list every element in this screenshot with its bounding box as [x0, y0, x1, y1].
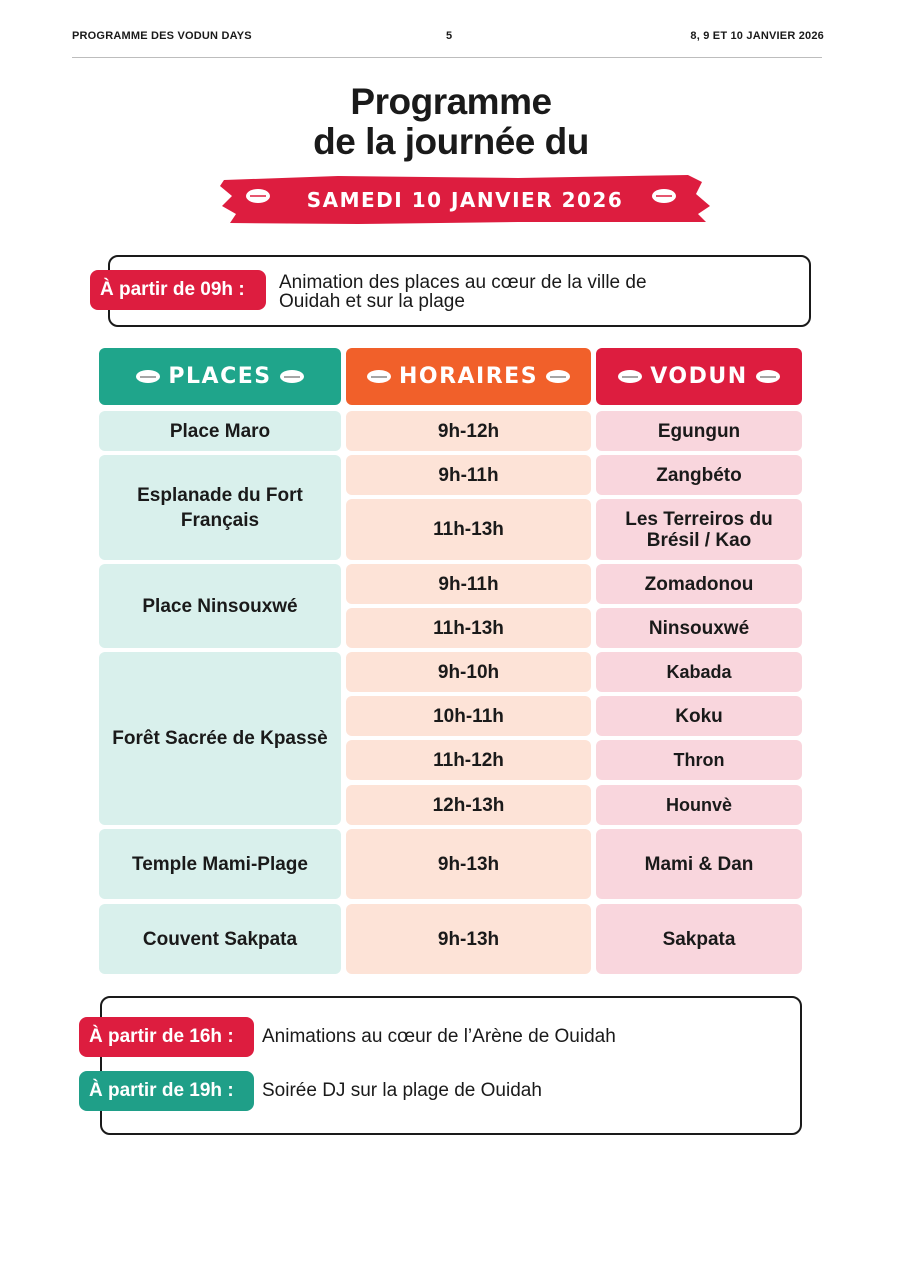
hour-cell: 11h-12h	[346, 740, 591, 780]
banner-date-text: SAMEDI 10 JANVIER 2026	[306, 188, 624, 212]
date-banner	[218, 172, 712, 226]
place-cell: Place Maro	[99, 411, 341, 451]
lips-icon	[618, 370, 642, 383]
vodun-cell: Hounvè	[596, 785, 802, 825]
morning-time-badge: À partir de 09h :	[90, 270, 266, 310]
vodun-cell: Ninsouxwé	[596, 608, 802, 648]
hour-cell: 10h-11h	[346, 696, 591, 736]
vodun-cell: Mami & Dan	[596, 829, 802, 899]
hour-cell: 9h-13h	[346, 829, 591, 899]
hour-cell: 9h-13h	[346, 904, 591, 974]
column-header-vodun	[596, 348, 802, 405]
page-title-line-1: Programme	[350, 81, 552, 122]
page-number: 5	[446, 30, 453, 42]
lips-icon	[546, 370, 570, 383]
place-cell: Forêt Sacrée de Kpassè	[99, 652, 341, 825]
morning-description: Animation des places au cœur de la ville de Ouidah et sur la plage	[279, 272, 647, 312]
vodun-cell: Les Terreiros du Brésil / Kao	[596, 499, 802, 560]
vodun-cell: Kabada	[596, 652, 802, 692]
hour-cell: 9h-11h	[346, 564, 591, 604]
page-title-line-2: de la journée du	[313, 121, 589, 162]
hour-cell: 9h-10h	[346, 652, 591, 692]
vodun-cell: Sakpata	[596, 904, 802, 974]
column-header-hours-label: HORAIRES	[398, 364, 539, 389]
header-divider	[72, 57, 822, 58]
column-header-places	[99, 348, 341, 405]
lips-icon	[367, 370, 391, 383]
evening-time-badge-16h: À partir de 16h :	[79, 1017, 254, 1057]
running-header-title: PROGRAMME DES VODUN DAYS	[72, 30, 252, 42]
lips-icon	[136, 370, 160, 383]
evening-description-16h: Animations au cœur de l’Arène de Ouidah	[262, 1026, 616, 1047]
hour-cell: 9h-12h	[346, 411, 591, 451]
place-cell: Couvent Sakpata	[99, 904, 341, 974]
evening-time-badge-19h: À partir de 19h :	[79, 1071, 254, 1111]
place-cell: Place Ninsouxwé	[99, 564, 341, 648]
lips-icon	[756, 370, 780, 383]
lips-icon	[280, 370, 304, 383]
place-cell: Esplanade du Fort Français	[99, 455, 341, 560]
column-header-vodun-label: VODUN	[650, 364, 748, 389]
evening-description-19h: Soirée DJ sur la plage de Ouidah	[262, 1080, 542, 1101]
vodun-cell: Koku	[596, 696, 802, 736]
hour-cell: 12h-13h	[346, 785, 591, 825]
vodun-cell: Egungun	[596, 411, 802, 451]
hour-cell: 11h-13h	[346, 499, 591, 560]
column-header-hours	[346, 348, 591, 405]
place-cell: Temple Mami-Plage	[99, 829, 341, 899]
column-header-places-label: PLACES	[168, 364, 272, 389]
hour-cell: 11h-13h	[346, 608, 591, 648]
hour-cell: 9h-11h	[346, 455, 591, 495]
page-title	[0, 82, 902, 162]
vodun-cell: Zomadonou	[596, 564, 802, 604]
running-header-dates: 8, 9 ET 10 JANVIER 2026	[690, 30, 824, 42]
vodun-cell: Zangbéto	[596, 455, 802, 495]
vodun-cell: Thron	[596, 740, 802, 780]
